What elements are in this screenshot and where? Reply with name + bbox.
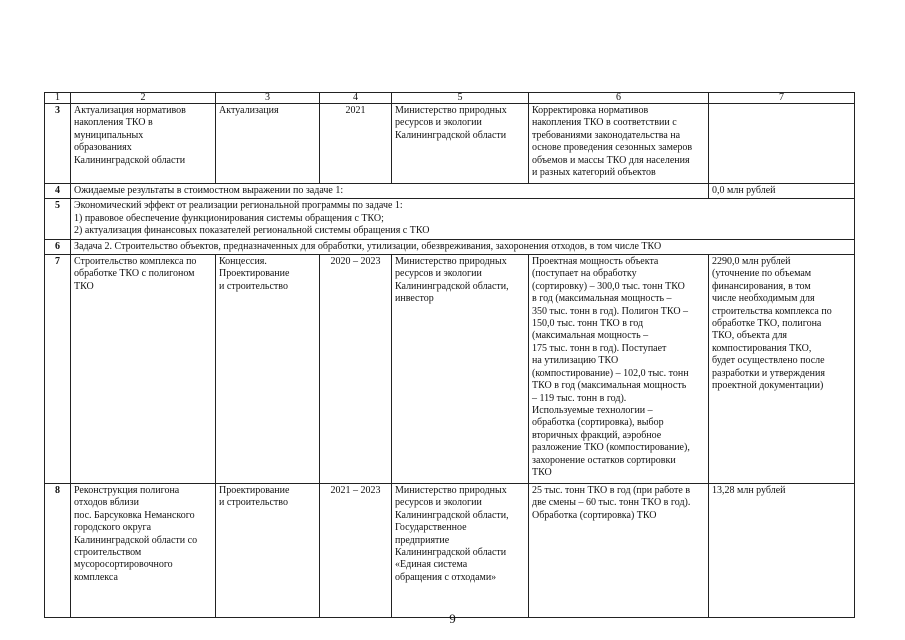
table-row: [45, 255, 855, 484]
cost-cell: [709, 104, 855, 184]
column-number: 3: [216, 93, 320, 104]
cost-cell: 13,28 млн рублей: [709, 484, 855, 618]
page-number: 9: [449, 611, 456, 626]
executor-cell: Министерство природных ресурсов и экологии Калининградской области, Государственное предприятие Калининградской области «Единая система обращения с отходами»: [392, 484, 529, 618]
event-cell: Актуализация нормативов накопления ТКО в муниципальных образованиях Калининградской области: [71, 104, 216, 184]
row-number: 5: [45, 199, 71, 239]
row-number: 6: [45, 239, 71, 254]
column-number: 2: [71, 93, 216, 104]
row-number: 4: [45, 184, 71, 199]
column-number: 1: [45, 93, 71, 104]
type-cell: Актуализация: [216, 104, 320, 184]
description-cell: Корректировка нормативов накопления ТКО в соответствии с требованиями законодательства на основе проведения сезонных замеров объемов и массы ТКО для населения и разных категорий объектов: [529, 104, 709, 184]
row-number: 8: [45, 484, 71, 618]
cost-cell: 2290,0 млн рублей (уточнение по объемам финансирования, в том числе необходимым для строительства комплекса по обработке ТКО, полигона ТКО, объекта для компостирования ТКО, будет осуществлено после разработки и утверждения проектной документации): [709, 255, 855, 484]
table-row: [45, 239, 855, 254]
column-number: 5: [392, 93, 529, 104]
executor-cell: Министерство природных ресурсов и экологии Калининградской области: [392, 104, 529, 184]
period-cell: 2021 – 2023: [320, 484, 392, 618]
table-row: [45, 184, 855, 199]
description-cell: 25 тыс. тонн ТКО в год (при работе в две смены – 60 тыс. тонн ТКО в год). Обработка (сортировка) ТКО: [529, 484, 709, 618]
period-cell: 2020 – 2023: [320, 255, 392, 484]
table-row: [45, 484, 855, 618]
column-number-row: [45, 93, 855, 104]
cost-cell: 0,0 млн рублей: [709, 184, 855, 199]
type-cell: Проектирование и строительство: [216, 484, 320, 618]
table-row: [45, 199, 855, 239]
program-table: [44, 92, 855, 618]
description-cell: Проектная мощность объекта (поступает на обработку (сортировку) – 300,0 тыс. тонн ТКО в год (максимальная мощность – 350 тыс. тонн в год). Полигон ТКО – 150,0 тыс. тонн ТКО в год (максимальная мощность – 175 тыс. тонн в год). Поступает на утилизацию ТКО (компостирование) – 102,0 тыс. тонн ТКО в год (максимальная мощность – 119 тыс. тонн в год). Используемые технологии – обработка (сортировка), выбор вторичных фракций, аэробное разложение ТКО (компостирование), захоронение остатков сортировки ТКО: [529, 255, 709, 484]
event-cell: Строительство комплекса по обработке ТКО с полигоном ТКО: [71, 255, 216, 484]
executor-cell: Министерство природных ресурсов и экологии Калининградской области, инвестор: [392, 255, 529, 484]
period-cell: 2021: [320, 104, 392, 184]
event-cell: Реконструкция полигона отходов вблизи пос. Барсуковка Неманского городского округа Калининградской области со строительством мусоросортировочного комплекса: [71, 484, 216, 618]
expected-results-cell: Ожидаемые результаты в стоимостном выражении по задаче 1:: [71, 184, 709, 199]
column-number: 6: [529, 93, 709, 104]
column-number: 7: [709, 93, 855, 104]
row-number: 7: [45, 255, 71, 484]
row-number: 3: [45, 104, 71, 184]
type-cell: Концессия. Проектирование и строительство: [216, 255, 320, 484]
column-number: 4: [320, 93, 392, 104]
economic-effect-cell: Экономический эффект от реализации региональной программы по задаче 1: 1) правовое обеспечение функционирования системы обращения с ТКО; 2) актуализация финансовых показателей региональной системы обращения с ТКО: [71, 199, 855, 239]
task-heading-cell: Задача 2. Строительство объектов, предназначенных для обработки, утилизации, обезвреживания, захоронения отходов, в том числе ТКО: [71, 239, 855, 254]
table-row: [45, 104, 855, 184]
